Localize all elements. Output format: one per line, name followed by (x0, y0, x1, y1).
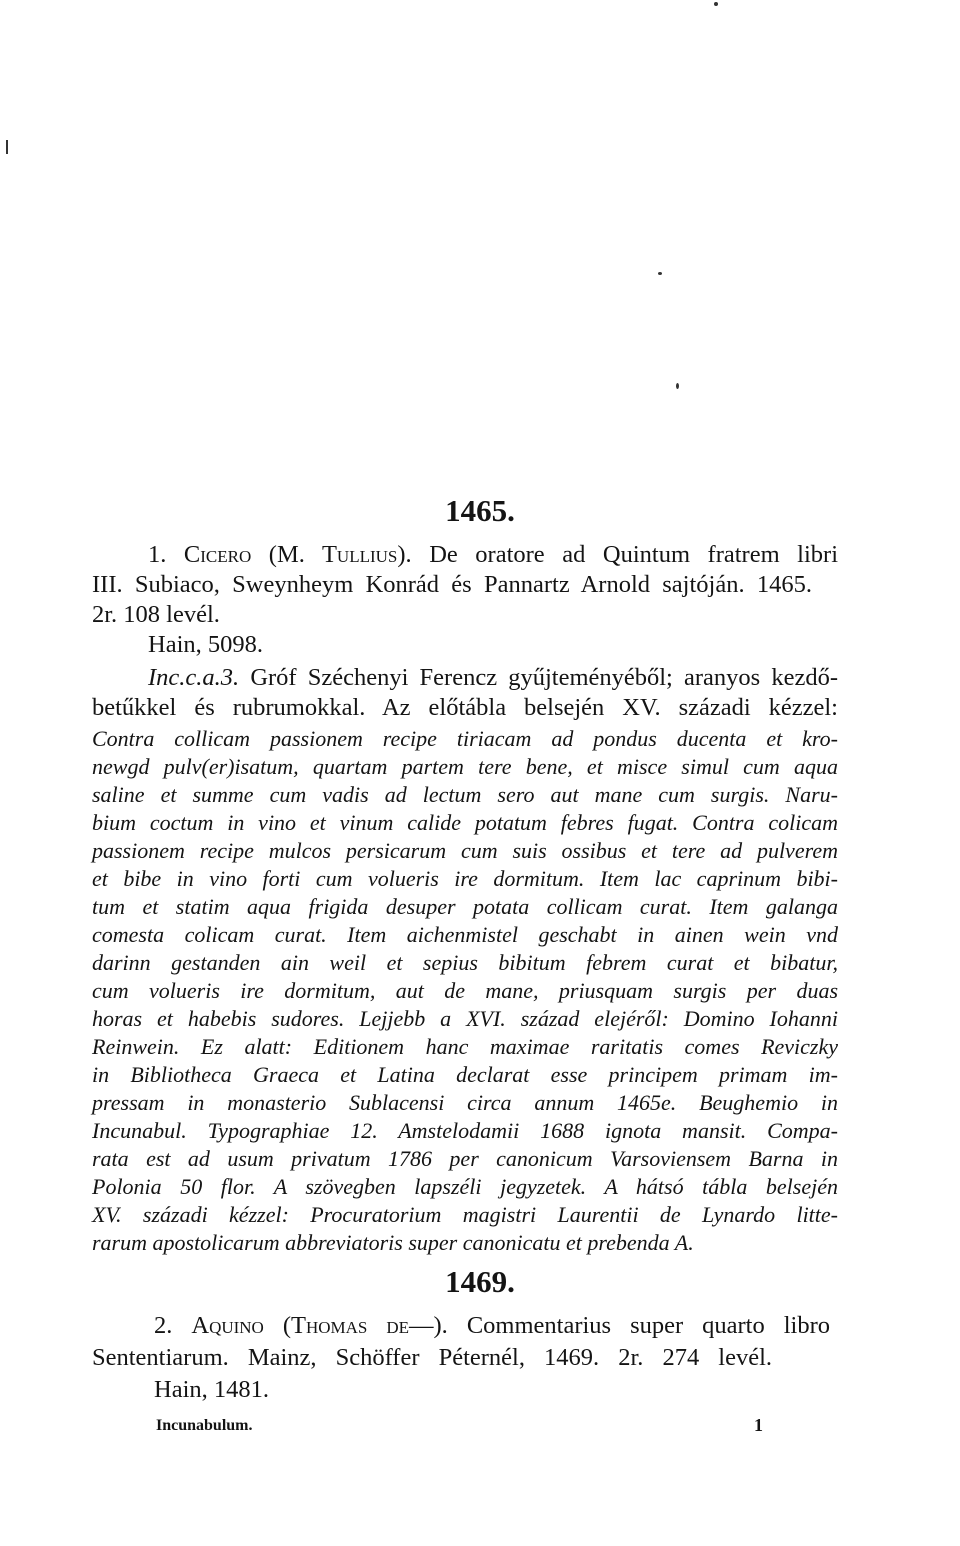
running-title: Incunabulum. (156, 1417, 253, 1434)
scan-speck (714, 2, 718, 6)
entry-number: 2. (154, 1312, 173, 1339)
entry-title: De oratore ad Quintum fratrem libri (429, 541, 838, 568)
note-line: Reinwein. Ez alatt: Editionem hanc maximae raritatis comes Reviczky (92, 1034, 838, 1059)
entry-imprint: Sententiarum. Mainz, Schöffer Péternél, 1469. 2r. 274 levél. (92, 1344, 772, 1371)
entry-format: 2r. 108 levél. (92, 601, 220, 628)
note-line: bium coctum in vino et vinum calide potatum febres fugat. Contra colicam (92, 810, 838, 835)
note-line: XV. századi kézzel: Procuratorium magistri Laurentii de Lynardo litte- (92, 1202, 838, 1227)
note-line: in Bibliotheca Graeca et Latina declarat esse principem primam im- (92, 1062, 838, 1087)
note-line: pressam in monasterio Sublacensi circa annum 1465e. Beughemio in (92, 1090, 838, 1115)
entry-author: Cicero (M. Tullius). (183, 541, 412, 568)
note-line: saline et summe cum vadis ad lectum sero aut mane cum surgis. Naru- (92, 782, 838, 807)
note-line: rarum apostolicarum abbreviatoris super canonicatu et prebenda A. (92, 1230, 694, 1255)
scan-speck (658, 272, 662, 275)
note-line: darinn gestanden ain weil et sepius bibitum febrem curat et bibatur, (92, 950, 838, 975)
entry-hain-reference: Hain, 1481. (154, 1376, 269, 1403)
note-line: Incunabul. Typographiae 12. Amstelodamii 1688 ignota mansit. Compa- (92, 1118, 838, 1143)
note-line: et bibe in vino forti cum volueris ire dormitum. Item lac caprinum bibi- (92, 866, 838, 891)
entry-1-header-line (148, 540, 838, 570)
entry-author: Aquino (Thomas de—). (191, 1312, 448, 1339)
year-heading-1469: 1469. (445, 1264, 515, 1299)
entry-2-header-line (154, 1311, 830, 1341)
shelfmark: Inc.c.a.3. (148, 664, 240, 691)
entry-provenance-line-1 (148, 663, 838, 693)
note-line: passionem recipe mulcos persicarum cum suis ossibus et tere ad pulverem (92, 838, 838, 863)
entry-number: 1. (148, 541, 167, 568)
note-line: tum et statim aqua frigida desuper potata collicam curat. Item galanga (92, 894, 838, 919)
year-heading-1465: 1465. (445, 493, 515, 528)
note-line: horas et habebis sudores. Lejjebb a XVI. század elejéről: Domino Iohanni (92, 1006, 838, 1031)
note-line: rata est ad usum privatum 1786 per canonicum Varsoviensem Barna in (92, 1146, 838, 1171)
note-line: Contra collicam passionem recipe tiriacam ad pondus ducenta et kro- (92, 726, 838, 751)
scan-speck (676, 383, 679, 389)
note-line: newgd pulv(er)isatum, quartam partem tere bene, et misce simul cum aqua (92, 754, 838, 779)
entry-imprint: III. Subiaco, Sweynheym Konrád és Pannartz Arnold sajtóján. 1465. (92, 571, 812, 598)
note-line: cum volueris ire dormitum, aut de mane, priusquam surgis per duas (92, 978, 838, 1003)
provenance-text: Gróf Széchenyi Ferencz gyűjteményéből; aranyos kezdő- (250, 664, 838, 691)
signature-mark: 1 (754, 1415, 763, 1435)
scan-speck (6, 140, 8, 154)
note-line: comesta colicam curat. Item aichenmistel geschabt in ainen wein vnd (92, 922, 838, 947)
entry-title: Commentarius super quarto libro (466, 1312, 830, 1339)
entry-provenance-line-2: betűkkel és rubrumokkal. Az előtábla belsején XV. századi kézzel: (92, 694, 838, 721)
note-line: Polonia 50 flor. A szövegben lapszéli jegyzetek. A hátsó tábla belsején (92, 1174, 838, 1199)
entry-hain-reference: Hain, 5098. (148, 631, 263, 658)
